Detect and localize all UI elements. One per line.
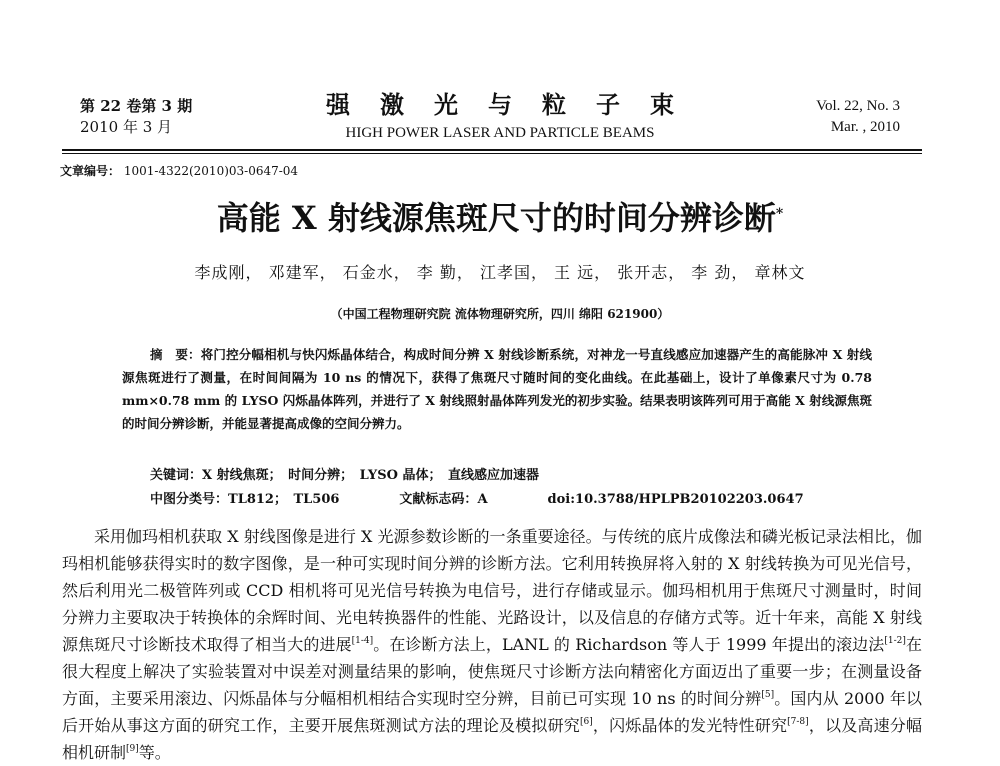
citation: [1-2] xyxy=(884,636,906,646)
affiliation: （中国工程物理研究院 流体物理研究所，四川 绵阳 621900） xyxy=(330,307,670,321)
citation: [6] xyxy=(579,717,593,727)
body-paragraph xyxy=(62,523,922,766)
journal-issue xyxy=(80,96,192,138)
keywords-text: X 射线焦斑； 时间分辨； LYSO 晶体； 直线感应加速器 xyxy=(202,468,539,483)
abstract xyxy=(122,343,872,435)
body-text-segment: 。在诊断方法上，LANL 的 Richardson 等人于 1999 年提出的滚边法 xyxy=(373,635,885,654)
volume-issue: 第 22 卷第 3 期 xyxy=(80,97,193,115)
journal-issue-en xyxy=(816,96,900,138)
title-footnote-mark: * xyxy=(775,206,784,222)
article-number-value: 1001-4322(2010)03-0647-04 xyxy=(123,164,299,178)
paper-title-text: 高能 X 射线源焦斑尺寸的时间分辨诊断 xyxy=(216,199,776,237)
article-number xyxy=(60,162,298,179)
article-number-label: 文章编号： xyxy=(60,164,121,178)
keywords-label: 关键词： xyxy=(150,468,203,483)
classification xyxy=(150,488,804,507)
citation: [7-8] xyxy=(787,717,809,727)
paper-title xyxy=(0,196,1000,240)
abstract-text: 将门控分幅相机与快闪烁晶体结合，构成时间分辨 X 射线诊断系统，对神龙一号直线感应加速器产生的高能脉冲 X 射线源焦斑进行了测量，在时间间隔为 10 ns 的情况下，获得了焦斑尺寸随时间的变化曲线。在此基础上，设计了单像素尺寸为 0.78 mm×0.78 mm 的 LYSO 闪烁晶体阵列，并进行了 X 射线照射晶体阵列发光的初步实验。结果表明该阵列可用于高能 X 射线源焦斑的时间分辨诊断，并能显著提高成像的空间分辨力。 xyxy=(122,347,872,431)
journal-name xyxy=(280,90,720,144)
body-text-segment: ，闪烁晶体的发光特性研究 xyxy=(592,716,788,735)
publication-date-en: Mar. , 2010 xyxy=(830,119,900,135)
header-rule-thick xyxy=(62,149,922,151)
body-text-segment: 。国内从 2000 年以后开始从事这方面的研究工作，主要开展焦斑测试方法的理论及模拟研究 xyxy=(62,689,922,735)
citation: [5] xyxy=(761,690,775,700)
document-code-label: 文献标志码： xyxy=(399,492,478,507)
clc-label: 中图分类号： xyxy=(150,492,229,507)
keywords xyxy=(150,464,539,483)
body-text-segment: 在很大程度上解决了实验装置对中误差对测量结果的影响，使焦斑尺寸诊断方法向精密化方面迈出了重要一步；在测量设备方面，主要采用滚边、闪烁晶体与分幅相机相结合实现时空分辨，目前已可实现 10 ns 的时间分辨 xyxy=(62,635,922,708)
document-code-value: A xyxy=(477,492,488,507)
abstract-label: 摘 要： xyxy=(150,347,201,362)
body-text-segment: ，以及高速分幅相机研制 xyxy=(62,716,922,762)
doi: doi:10.3788/HPLPB20102203.0647 xyxy=(547,492,804,507)
clc-value: TL812； TL506 xyxy=(228,492,340,507)
citation: [9] xyxy=(126,744,139,754)
journal-name-cn: 强激光与粒子束 xyxy=(326,90,704,119)
header-rule-thin xyxy=(62,153,922,154)
citation: [1-4] xyxy=(351,636,374,646)
volume-issue-en: Vol. 22, No. 3 xyxy=(816,98,900,114)
body-text-segment: 等。 xyxy=(138,743,171,762)
journal-name-en: HIGH POWER LASER AND PARTICLE BEAMS xyxy=(345,125,655,141)
publication-date-cn: 2010 年 3 月 xyxy=(80,118,173,136)
body-text-segment: 采用伽玛相机获取 X 射线图像是进行 X 光源参数诊断的一条重要途径。与传统的底片成像法和磷光板记录法相比，伽玛相机能够获得实时的数字图像，是一种可实现时间分辨的诊断方法。它利用转换屏将入射的 X 射线转换为可见光信号，然后利用光二极管阵列或 CCD 相机将可见光信号转换为电信号，进行存储或显示。伽玛相机用于焦斑尺寸测量时，时间分辨力主要取决于转换体的余辉时间、光电转换器件的性能、光路设计，以及信息的存储方式等。近十年来，高能 X 射线源焦斑尺寸诊断技术取得了相当大的进展 xyxy=(62,527,922,654)
author-list: 李成刚， 邓建军， 石金水， 李 勤， 江孝国， 王 远， 张开志， 李 劲， 章林文 xyxy=(194,263,806,282)
